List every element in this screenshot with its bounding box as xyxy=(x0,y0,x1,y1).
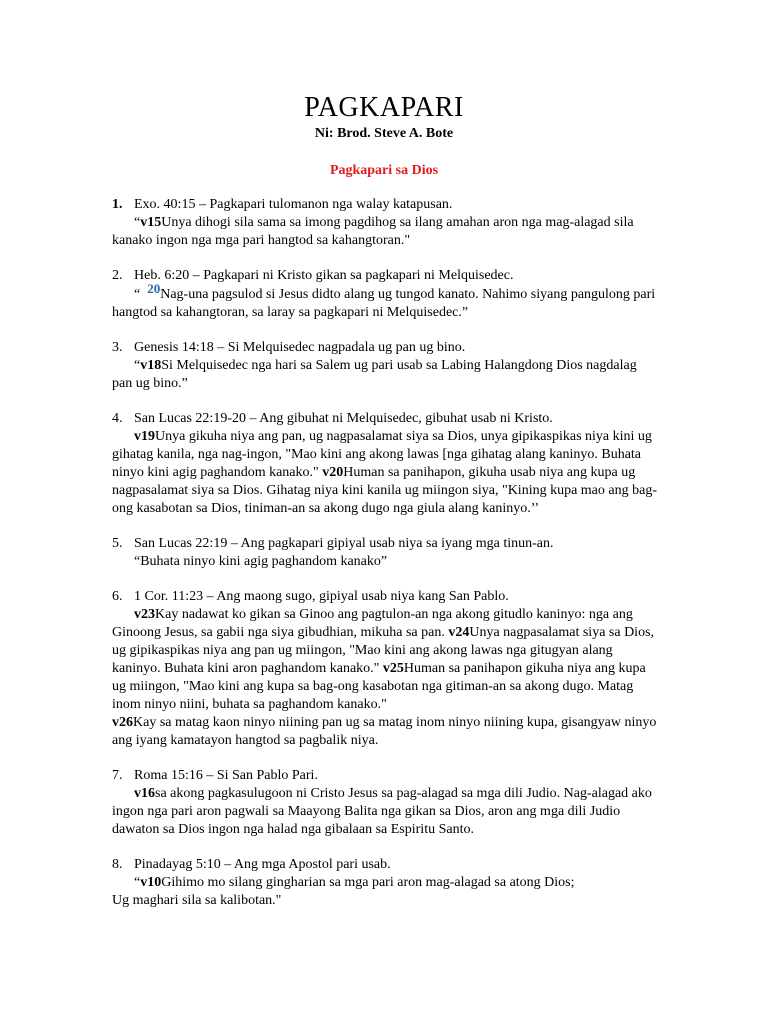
item-reference: Genesis 14:18 – Si Melquisedec nagpadala ug pan ug bino. xyxy=(134,340,466,355)
item-number: 2. xyxy=(112,268,123,283)
list-item xyxy=(112,588,660,750)
list-item xyxy=(112,856,660,910)
list-item xyxy=(112,196,660,250)
item-number: 6. xyxy=(112,589,123,604)
document-author: Ni: Brod. Steve A. Bote xyxy=(314,126,454,141)
item-reference: Exo. 40:15 – Pagkapari tulomanon nga walay katapusan. xyxy=(134,197,453,212)
verse-list xyxy=(112,196,660,927)
verse-text: “v18Si Melquisedec nga hari sa Salem ug pari usab sa Labing Halangdong Dios nagdalag pan ug bino.” xyxy=(112,358,637,391)
item-number: 3. xyxy=(112,340,123,355)
verse-text: “ 20Nag-una pagsulod si Jesus didto alang ug tungod kanato. Nahimo siyang pangulong pari hangtod sa kahangtoran, sa laray sa pagkapari ni Melquisedec.” xyxy=(112,281,656,320)
document-title: PAGKAPARI xyxy=(304,92,464,123)
verse-text: “Buhata ninyo kini agig paghandom kanako” xyxy=(134,554,388,569)
item-number: 8. xyxy=(112,857,123,872)
verse-number: v25 xyxy=(382,661,404,676)
section-heading: Pagkapari sa Dios xyxy=(329,163,439,178)
verse-number: v23 xyxy=(134,607,155,622)
list-item xyxy=(112,339,660,393)
item-number: 7. xyxy=(112,768,123,783)
verse-number: v10 xyxy=(140,875,162,890)
verse-text: v26Kay sa matag kaon ninyo niining pan ug sa matag inom ninyo niining kupa, gisangyaw ninyo ang iyang kamatayon hangtod sa pagbalik niya. xyxy=(112,715,657,748)
verse-number: v16 xyxy=(134,786,155,801)
verse-number: v24 xyxy=(448,625,470,640)
item-reference: Pinadayag 5:10 – Ang mga Apostol pari usab. xyxy=(134,857,391,872)
list-item xyxy=(112,767,660,839)
verse-text: v16sa akong pagkasulugoon ni Cristo Jesus sa pag-alagad sa mga dili Judio. Nag-alagad ako ingon nga pari aron pagwali sa Maayong Balita nga gikan sa Dios, aron ang mga dili Judio dawaton sa Dios ingon nga halad nga gibalaan sa Espiritu Santo. xyxy=(112,786,652,837)
verse-text: “v10Gihimo mo silang gingharian sa mga pari aron mag-alagad sa atong Dios; xyxy=(134,875,575,890)
verse-number: v15 xyxy=(140,215,162,230)
verse-number: v20 xyxy=(322,465,344,480)
list-item xyxy=(112,410,660,518)
item-reference: 1 Cor. 11:23 – Ang maong sugo, gipiyal usab niya kang San Pablo. xyxy=(134,589,509,604)
item-number: 4. xyxy=(112,411,123,426)
item-reference: Heb. 6:20 – Pagkapari ni Kristo gikan sa pagkapari ni Melquisedec. xyxy=(134,268,514,283)
item-number: 1. xyxy=(112,197,123,212)
item-reference: Roma 15:16 – Si San Pablo Pari. xyxy=(134,768,318,783)
verse-number: v18 xyxy=(140,358,162,373)
verse-text: v19Unya gikuha niya ang pan, ug nagpasalamat siya sa Dios, unya gipikaspikas niya kini ug gihatag kanila, nga nag-ingon, "Mao kini ang akong lawas [nga gihatag alang kaninyo. Buhata ninyo kini agig paghandom kanako." v20Human sa panihapon, gikuha usab niya ang kupa ug nagpasalamat siya sa Dios. Gihatag niya kini kanila ug miingon siya, "Kining kupa mao ang bag-ong kasabotan sa Dios, tiniman-an sa akong dugo nga giula alang kaninyo.’’ xyxy=(112,429,657,516)
list-item xyxy=(112,535,660,571)
item-reference: San Lucas 22:19 – Ang pagkapari gipiyal usab niya sa iyang mga tinun-an. xyxy=(134,536,554,551)
item-reference: San Lucas 22:19-20 – Ang gibuhat ni Melquisedec, gibuhat usab ni Kristo. xyxy=(134,411,553,426)
verse-text: “v15Unya dihogi sila sama sa imong pagdihog sa ilang amahan aron nga mag-alagad sila kanako ingon nga mga pari hangtod sa kahangtoran." xyxy=(112,215,634,248)
verse-number: 20 xyxy=(147,281,161,296)
verse-number: v26 xyxy=(112,715,133,730)
verse-number: v19 xyxy=(134,429,155,444)
verse-text: Ug maghari sila sa kalibotan." xyxy=(112,893,282,908)
list-item xyxy=(112,267,660,322)
verse-text: v23Kay nadawat ko gikan sa Ginoo ang pagtulon-an nga akong gitudlo kaninyo: nga ang Ginoong Jesus, sa gabii nga siya gibudhian, mikuha sa pan. v24Unya nagpasalamat siya sa Dios, ug gipikaspikas niya ang pan ug miingon, "Mao kini ang akong lawas nga gitugyan alang kaninyo. Buhata kini aron paghandom kanako." v25Human sa panihapon gikuha niya ang kupa ug miingon, "Mao kini ang kupa sa bag-ong kasabotan nga gitiman-an sa akong dugo. Matag inom ninyo niini, buhata sa paghandom kanako." xyxy=(112,607,655,712)
item-number: 5. xyxy=(112,536,123,551)
